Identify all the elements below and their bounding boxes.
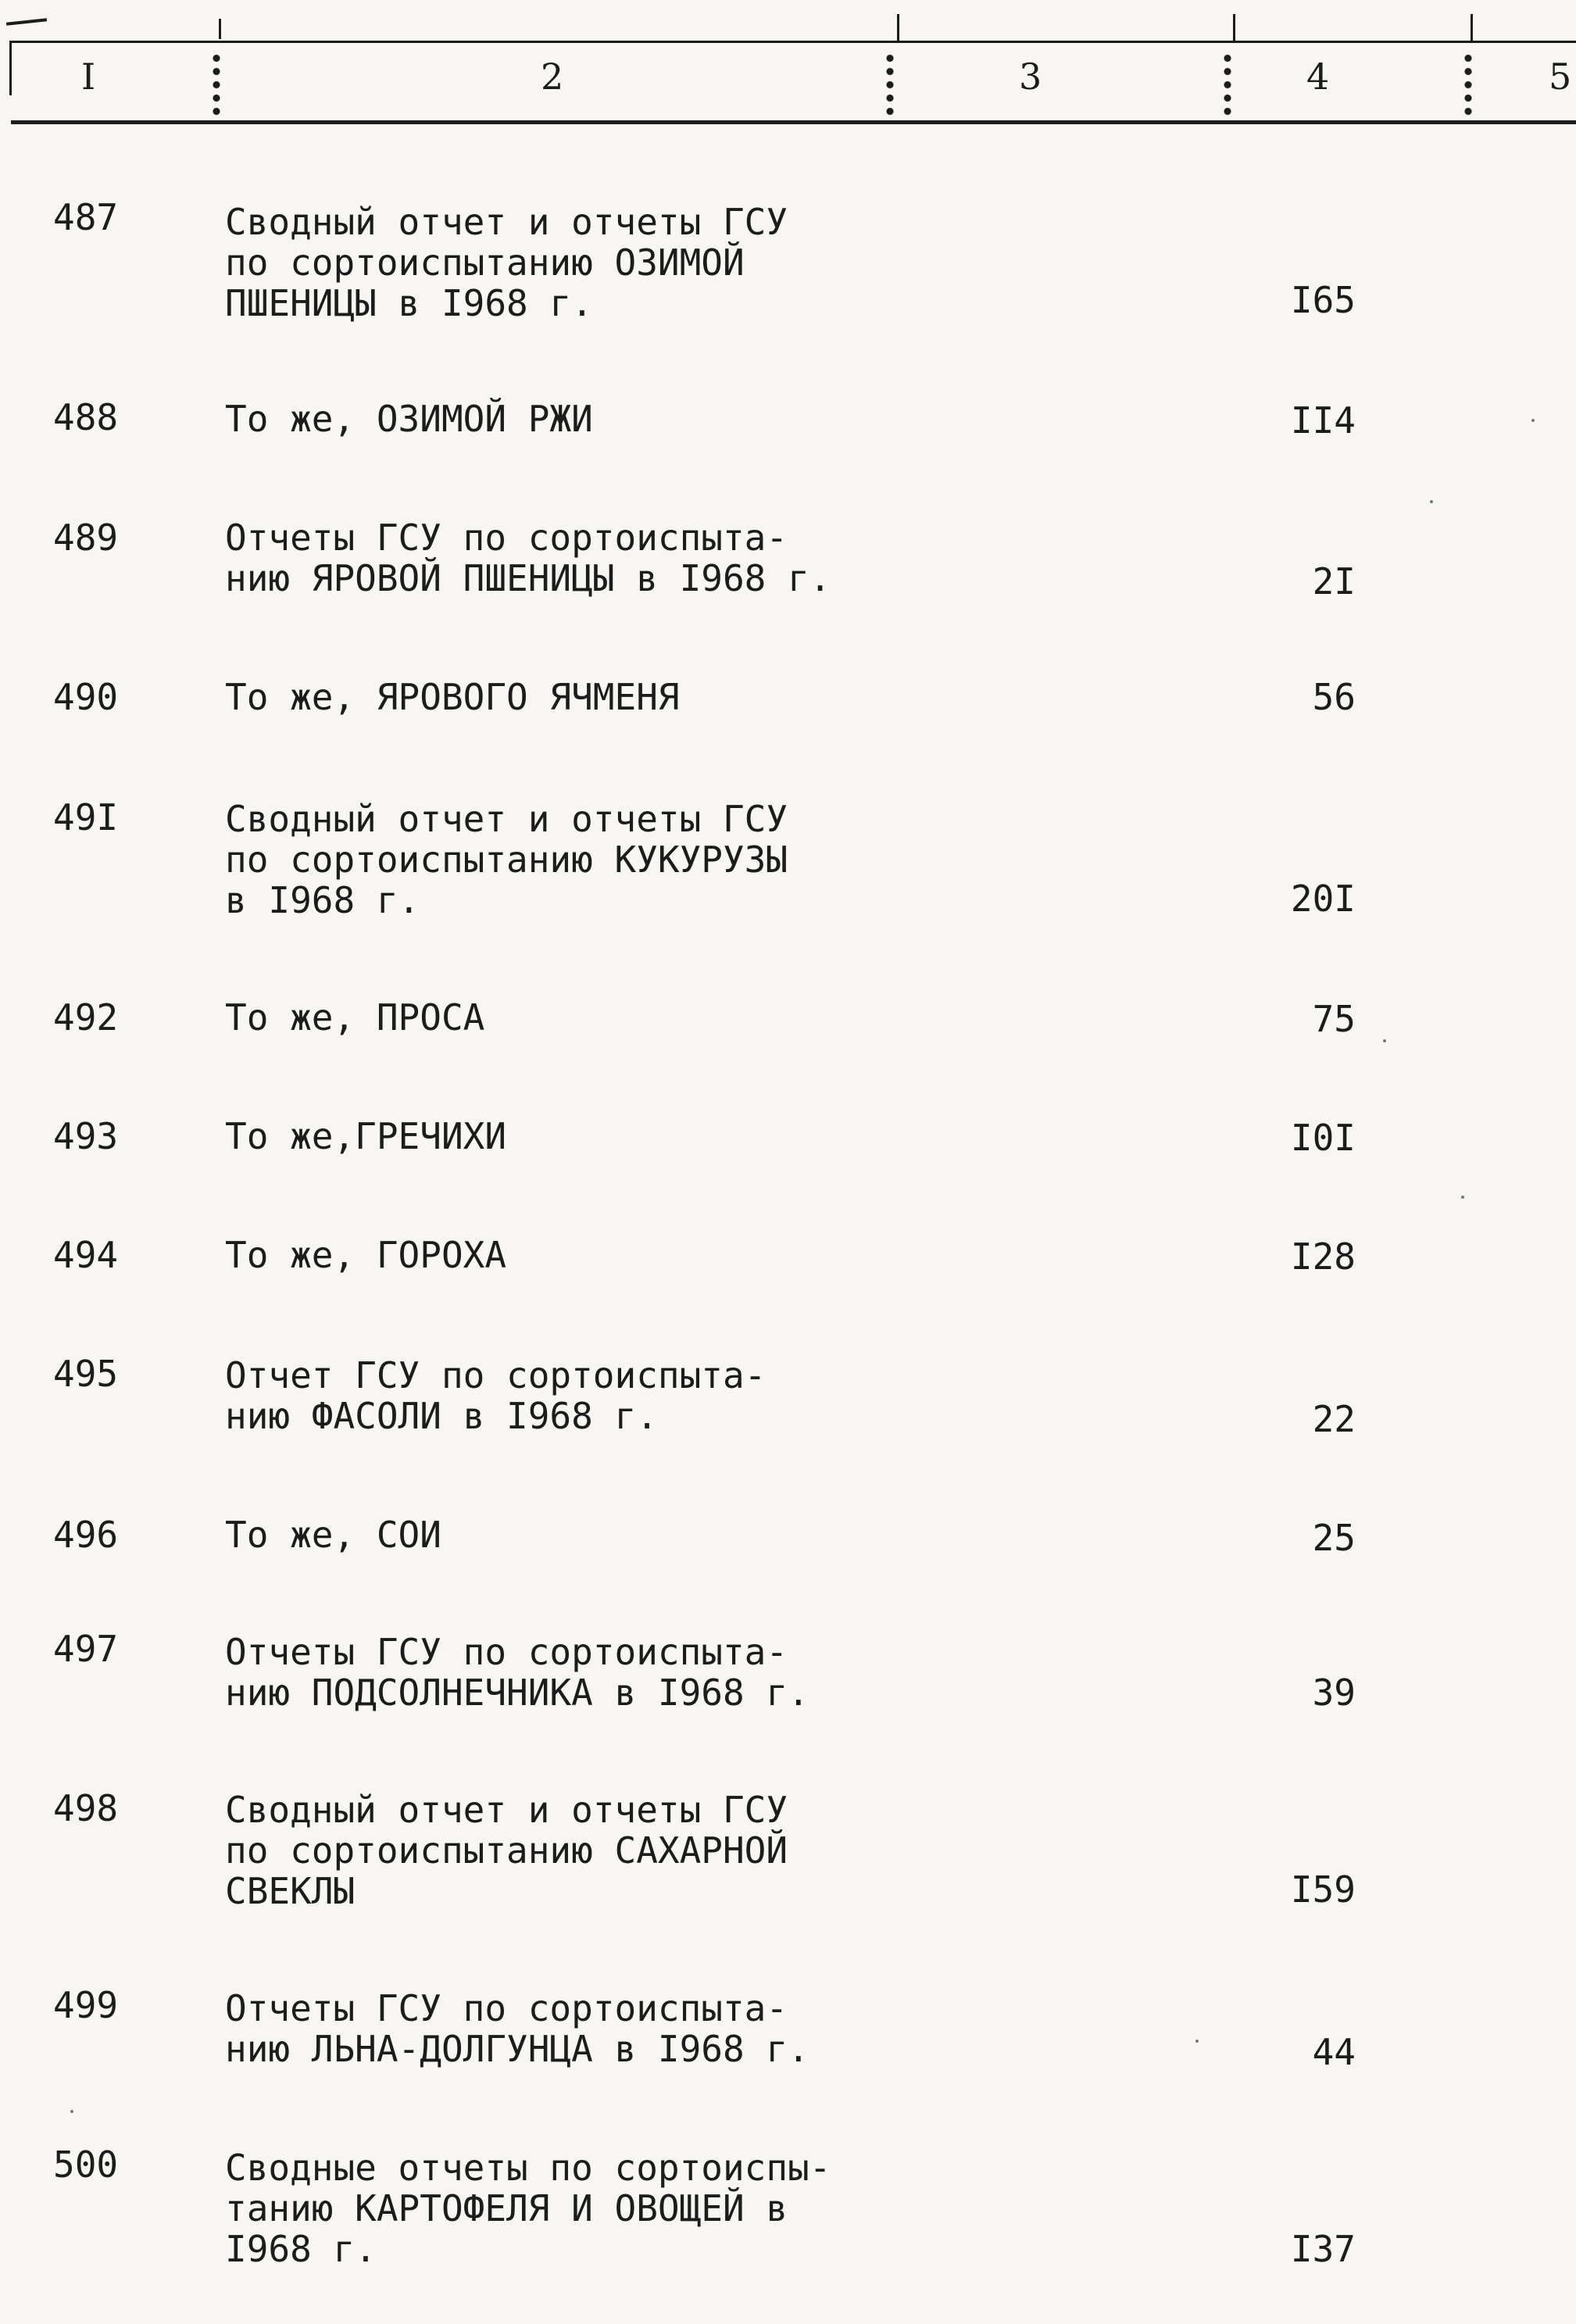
row-sheets: I37 (1290, 2228, 1356, 2270)
row-sheets: I0I (1290, 1117, 1356, 1159)
column-tick (1471, 14, 1473, 41)
row-title: То же,ГРЕЧИХИ (225, 1115, 507, 1157)
row-sheets: 56 (1312, 676, 1356, 718)
row-sheets: II4 (1290, 399, 1356, 442)
header-col-1: I (81, 55, 96, 98)
row-title: Сводный отчет и отчеты ГСУ по сортоиспытанию САХАРНОЙ СВЕКЛЫ (225, 1789, 788, 1912)
scan-speck (1461, 1196, 1464, 1199)
row-sheets: I59 (1290, 1868, 1356, 1911)
header-col-2: 2 (541, 55, 564, 98)
corner-mark (6, 18, 47, 25)
column-tick (1233, 14, 1235, 41)
row-number: 495 (53, 1353, 119, 1395)
header-separator (1464, 52, 1472, 116)
row-title: То же, СОИ (225, 1514, 441, 1556)
row-title: Отчеты ГСУ по сортоиспыта- нию ПОДСОЛНЕЧНИКА в I968 г. (225, 1631, 809, 1714)
row-sheets: 39 (1312, 1671, 1356, 1714)
column-tick (219, 19, 221, 39)
header-separator (886, 52, 894, 116)
row-title: То же, ПРОСА (225, 996, 485, 1039)
row-title: Отчеты ГСУ по сортоиспыта- нию ЛЬНА-ДОЛГУНЦА в I968 г. (225, 1987, 809, 2070)
row-sheets: 2I (1312, 560, 1356, 602)
row-number: 499 (53, 1984, 119, 2026)
scan-speck (1195, 2040, 1199, 2043)
header-bottom-rule (11, 120, 1576, 124)
row-sheets: 44 (1312, 2031, 1356, 2073)
header-separator (1224, 52, 1231, 116)
left-edge-line (9, 41, 12, 95)
row-title: Сводный отчет и отчеты ГСУ по сортоиспытанию ОЗИМОЙ ПШЕНИЦЫ в I968 г. (225, 201, 788, 324)
row-number: 489 (53, 517, 119, 559)
scan-speck (1531, 419, 1535, 422)
row-title: То же, ГОРОХА (225, 1234, 507, 1276)
row-title: Сводные отчеты по сортоиспы- танию КАРТОФЕЛЯ И ОВОЩЕЙ в I968 г. (225, 2147, 831, 2270)
row-number: 490 (53, 676, 119, 718)
row-number: 49I (53, 796, 119, 838)
header-top-rule (11, 41, 1576, 43)
row-number: 488 (53, 396, 119, 438)
row-sheets: 22 (1312, 1398, 1356, 1440)
row-sheets: 75 (1312, 998, 1356, 1040)
column-tick (897, 14, 899, 41)
row-title: Сводный отчет и отчеты ГСУ по сортоиспытанию КУКУРУЗЫ в I968 г. (225, 798, 788, 921)
row-number: 487 (53, 196, 119, 238)
row-title: Отчет ГСУ по сортоиспыта- нию ФАСОЛИ в I968 г. (225, 1354, 767, 1437)
row-number: 497 (53, 1628, 119, 1670)
scan-speck (70, 2110, 73, 2113)
row-title: То же, ЯРОВОГО ЯЧМЕНЯ (225, 676, 680, 718)
header-separator (213, 52, 220, 116)
header-col-5: 5 (1549, 55, 1572, 98)
row-number: 498 (53, 1787, 119, 1829)
row-sheets: I28 (1290, 1235, 1356, 1278)
scan-speck (1430, 500, 1433, 503)
header-col-3: 3 (1019, 55, 1042, 98)
scan-speck (1383, 1039, 1386, 1042)
row-title: То же, ОЗИМОЙ РЖИ (225, 398, 593, 440)
row-number: 494 (53, 1234, 119, 1276)
row-number: 500 (53, 2143, 119, 2186)
row-sheets: I65 (1290, 279, 1356, 321)
row-sheets: 25 (1312, 1517, 1356, 1559)
row-number: 492 (53, 996, 119, 1039)
row-number: 496 (53, 1514, 119, 1556)
header-col-4: 4 (1306, 55, 1330, 98)
row-number: 493 (53, 1115, 119, 1157)
row-title: Отчеты ГСУ по сортоиспыта- нию ЯРОВОЙ ПШЕНИЦЫ в I968 г. (225, 517, 831, 599)
row-sheets: 20I (1290, 878, 1356, 920)
